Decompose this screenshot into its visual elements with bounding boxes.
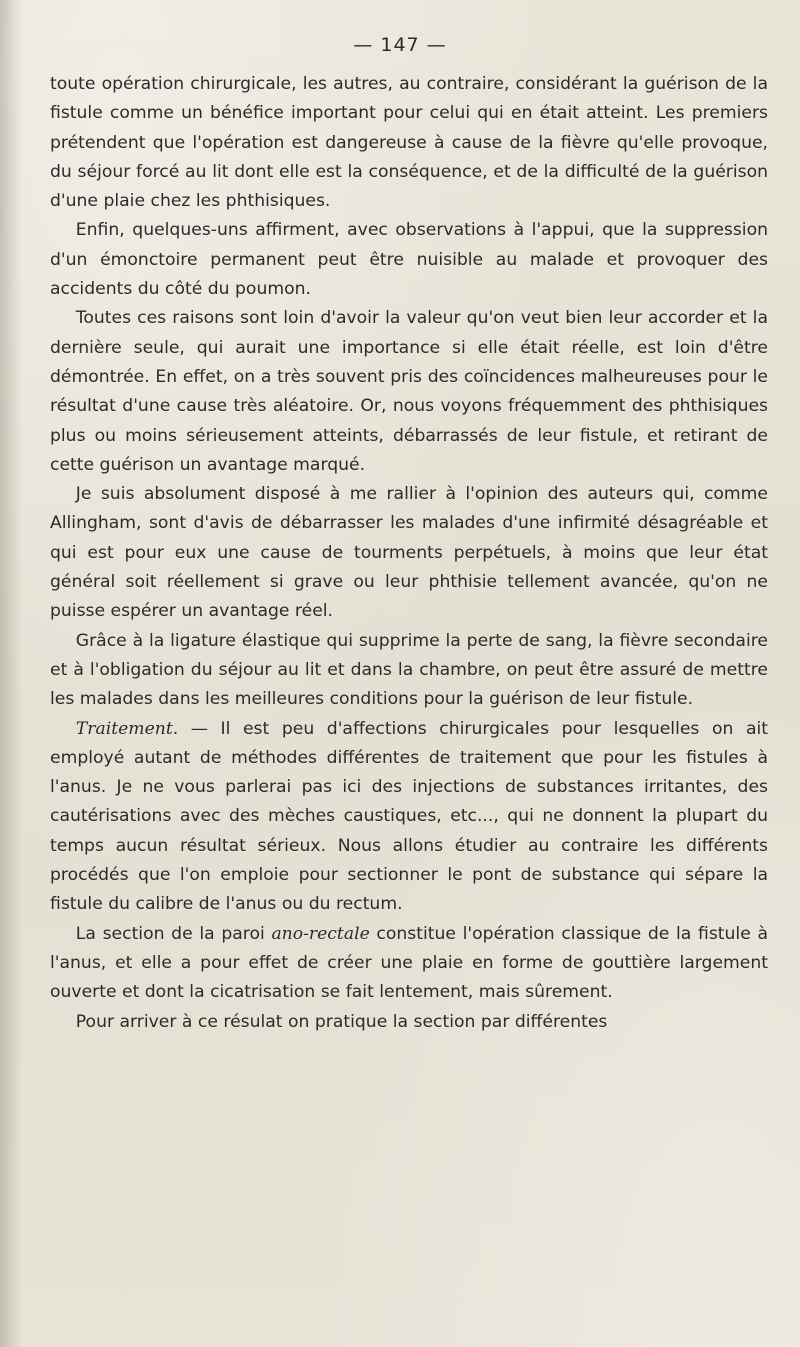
section-heading-traitement: Traitement. [75, 718, 179, 739]
paragraph-8: Pour arriver à ce résulat on pratique la section par différentes [75, 1011, 608, 1032]
paragraph-6-text: — Il est peu d'affections chirurgicales pour lesquelles on ait employé autant de méthodes différentes de traitement que pour les fistules à l'anus. Je ne vous parlerai pas ici des injections de substances irritantes, des cautérisations avec des mèches caustiques, etc..., qui ne donnent la plupart du temps aucun résultat sérieux. Nous allons étudier au contraire les différents procédés que l'on emploie pour sectionner le pont de substance qui sépare la fistule du calibre de l'anus ou du rectum. [50, 718, 768, 915]
paragraph-4: Je suis absolument disposé à me rallier à l'opinion des auteurs qui, comme Allingham, sont d'avis de débarrasser les malades d'une infirmité désagréable et qui est pour eux une cause de tourments perpétuels, à moins que leur état général soit réellement si grave ou leur phthisie tellement avancée, qu'on ne puisse espérer un avantage réel. [50, 484, 768, 622]
paragraph-1: toute opération chirurgicale, les autres, au contraire, considérant la guérison de la fistule comme un bénéfice important pour celui qui en était atteint. Les premiers prétendent que l'opération est dangereuse à cause de la fièvre qu'elle provoque, du séjour forcé au lit dont elle est la conséquence, et de la difficulté de la guérison d'une plaie chez les phthisiques. [50, 74, 768, 212]
paragraph-5: Grâce à la ligature élastique qui supprime la perte de sang, la fièvre secondaire et à l'obligation du séjour au lit et dans la chambre, on peut être assuré de mettre les malades dans les meilleures conditions pour la guérison de leur fistule. [50, 630, 768, 710]
paragraph-6 [50, 715, 768, 920]
paragraph-3: Toutes ces raisons sont loin d'avoir la valeur qu'on veut bien leur accorder et la dernière seule, qui aurait une importance si elle était réelle, est loin d'être démontrée. En effet, on a très souvent pris des coïncidences malheureuses pour le résultat d'une cause très aléatoire. Or, nous voyons fréquemment des phthisiques plus ou moins sérieusement atteints, débarrassés de leur fistule, et retirant de cette guérison un avantage marqué. [50, 308, 768, 475]
paragraph-7 [50, 920, 768, 1008]
paragraph-7-before: La section de la paroi [75, 923, 272, 944]
paragraph-2: Enfin, quelques-uns affirment, avec observations à l'appui, que la suppression d'un émonctoire permanent peut être nuisible au malade et provoquer des accidents du côté du poumon. [50, 220, 768, 300]
binding-shadow [0, 0, 22, 1347]
page-number: — 147 — [353, 34, 447, 56]
body-text [50, 70, 768, 1037]
paragraph-7-after: constitue l'opération classique de la fistule à l'anus, et elle a pour effet de créer une plaie en forme de gouttière largement ouverte et dont la cicatrisation se fait lentement, mais sûrement. [50, 923, 768, 1003]
term-ano-rectale: ano-rectale [271, 923, 370, 944]
